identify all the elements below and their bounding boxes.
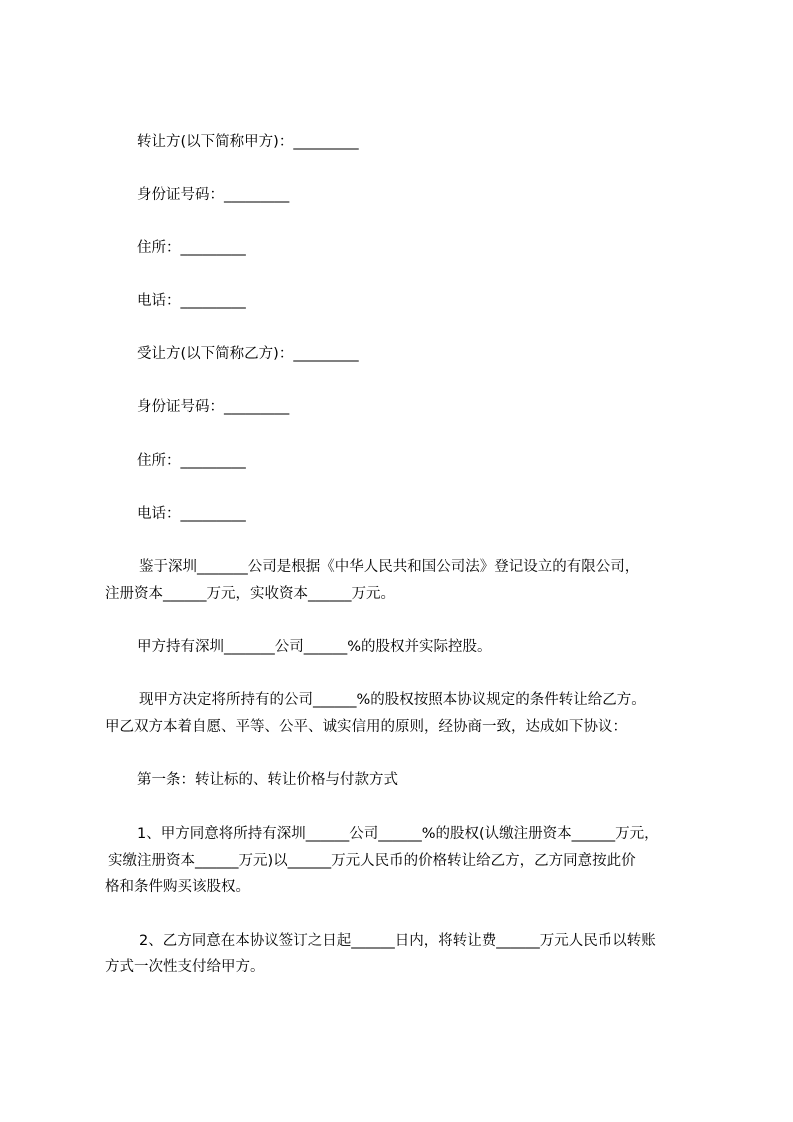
article-1-heading: 第一条：转让标的、转让价格与付款方式 [137, 772, 398, 788]
transferee-label: 受让方(以下简称乙方)：_________ [137, 346, 359, 362]
clause-2-line-2: 方式一次性支付给甲方。 [105, 959, 265, 975]
decision-line-1: 现甲方决定将所持有的公司______%的股权按照本协议规定的条件转让给乙方。 [139, 692, 646, 708]
transferor-label: 转让方(以下简称甲方)：_________ [137, 134, 359, 150]
recital-line-1: 鉴于深圳_______公司是根据《中华人民共和国公司法》登记设立的有限公司， [139, 559, 640, 575]
transferee-id-label: 身份证号码：_________ [137, 399, 290, 415]
clause-1-line-1: 1、甲方同意将所持有深圳______公司______%的股权(认缴注册资本______万元， [137, 826, 659, 842]
clause-1-line-3: 格和条件购买该股权。 [105, 879, 250, 895]
transferor-address-label: 住所：_________ [137, 240, 246, 256]
transferor-phone-label: 电话：_________ [137, 293, 246, 309]
shareholding-line: 甲方持有深圳_______公司______%的股权并实际控股。 [137, 639, 492, 655]
decision-line-2: 甲乙双方本着自愿、平等、公平、诚实信用的原则，经协商一致，达成如下协议： [105, 719, 627, 735]
transferee-address-label: 住所：_________ [137, 453, 246, 469]
clause-2-line-1: 2、乙方同意在本协议签订之日起______日内，将转让费______万元人民币以转账 [139, 933, 656, 949]
transferee-phone-label: 电话：_________ [137, 506, 246, 522]
recital-line-2: 注册资本______万元，实收资本______万元。 [105, 586, 395, 602]
clause-1-line-2: 实缴注册资本______万元)以______万元人民币的价格转让给乙方，乙方同意按此价 [108, 853, 636, 869]
transferor-id-label: 身份证号码：_________ [137, 187, 290, 203]
